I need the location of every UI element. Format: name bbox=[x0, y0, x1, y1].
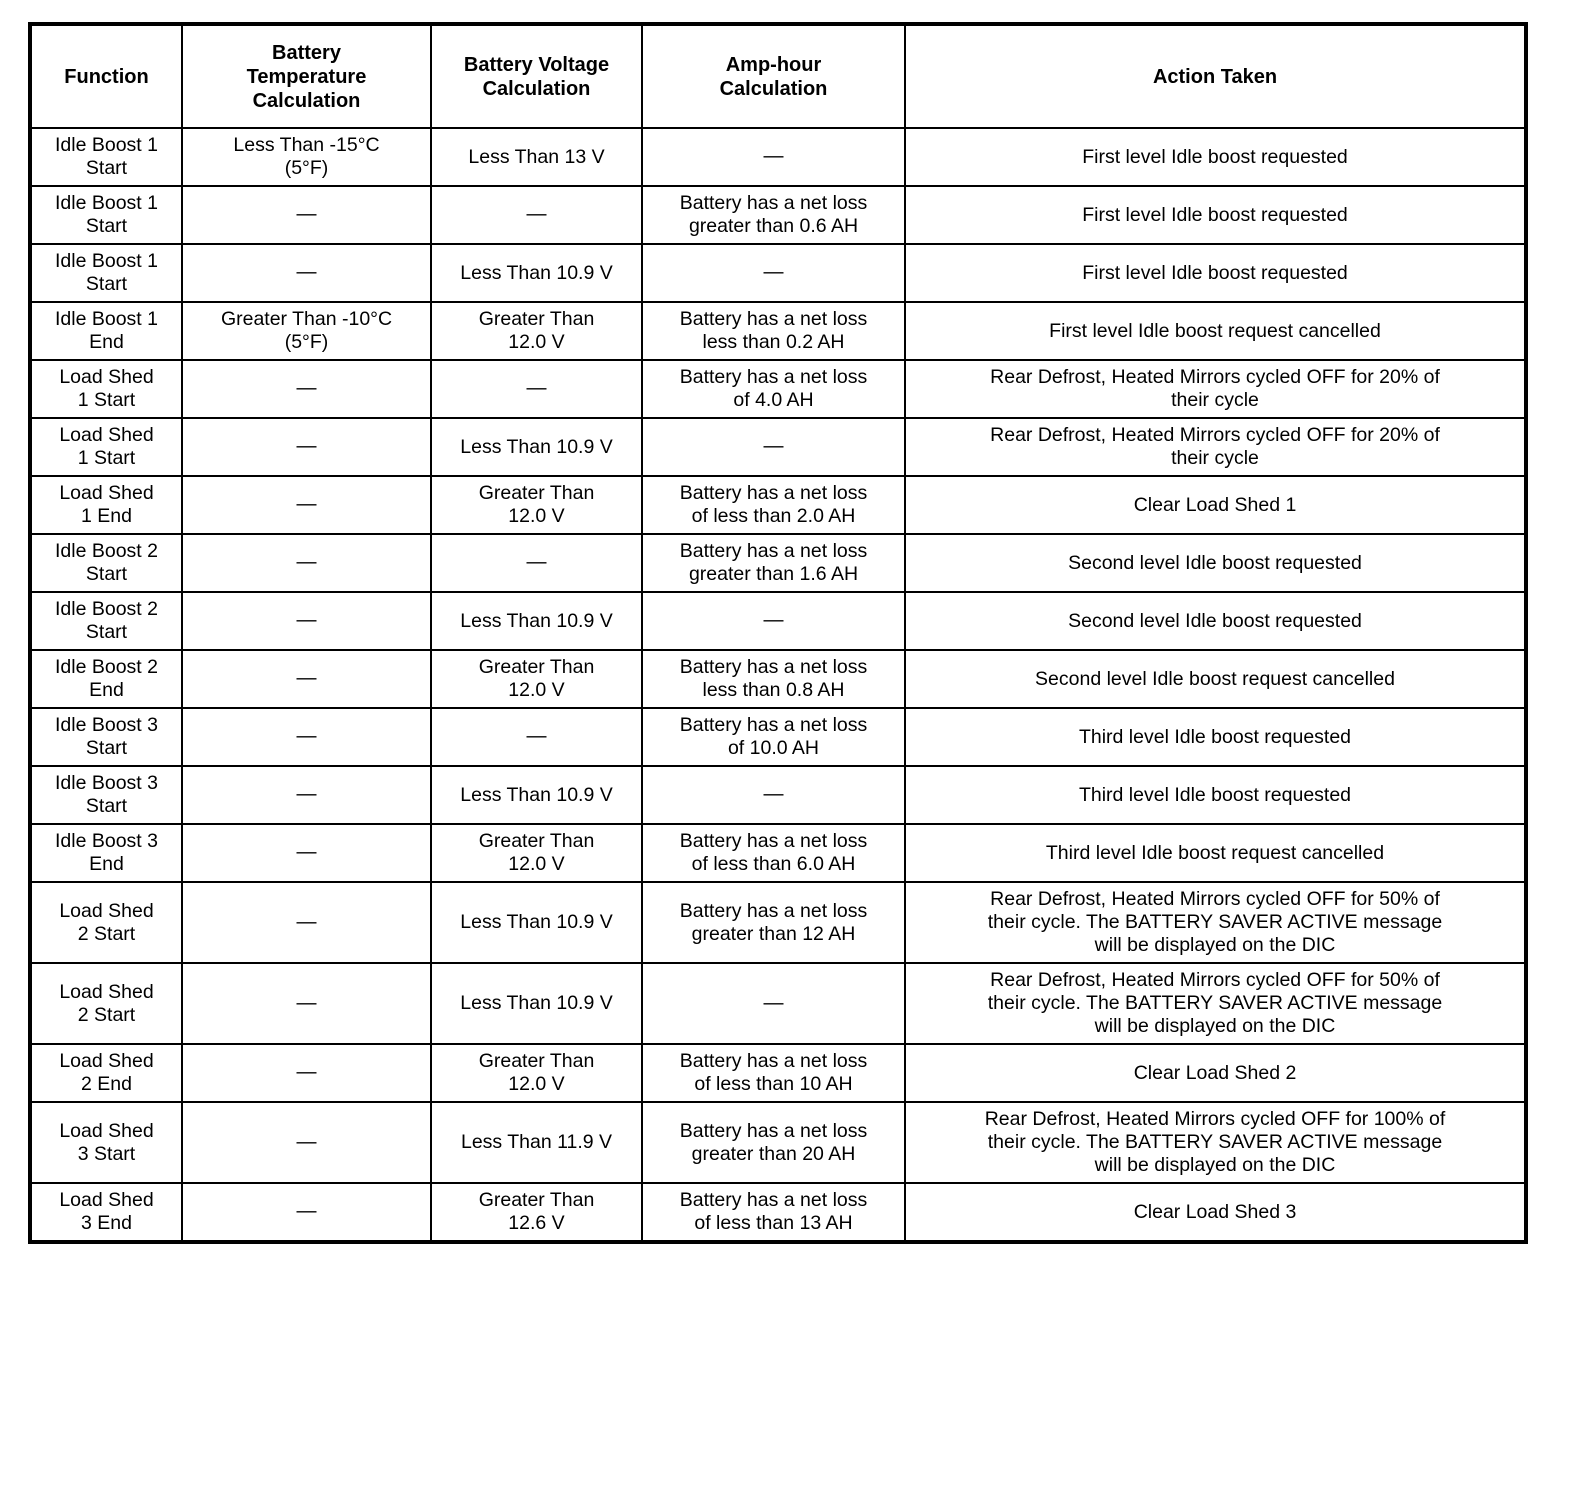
cell-battery-temperature bbox=[182, 534, 431, 592]
cell-amp-hour-line: of less than 2.0 AH bbox=[691, 505, 856, 527]
cell-function-line: Idle Boost 3 bbox=[55, 830, 158, 852]
cell-function bbox=[30, 244, 182, 302]
cell-function-line: Start bbox=[85, 737, 128, 759]
cell-amp-hour-line: — bbox=[763, 435, 784, 458]
cell-battery-voltage-line: — bbox=[526, 725, 547, 748]
cell-battery-temperature bbox=[182, 186, 431, 244]
cell-action-taken-line: Second level Idle boost request cancelled bbox=[1035, 667, 1395, 690]
cell-battery-voltage-line: Less Than 10.9 V bbox=[460, 992, 613, 1014]
column-header-amphour-line-2: Calculation bbox=[719, 77, 828, 100]
cell-action-taken-line: their cycle bbox=[1171, 389, 1259, 411]
table-row bbox=[30, 360, 1526, 418]
cell-amp-hour bbox=[642, 418, 905, 476]
cell-function bbox=[30, 882, 182, 963]
cell-battery-voltage-line: Less Than 11.9 V bbox=[460, 1131, 613, 1153]
cell-function bbox=[30, 360, 182, 418]
cell-action-taken-line: their cycle bbox=[1171, 447, 1259, 469]
cell-action-taken bbox=[905, 650, 1526, 708]
cell-function-line: 1 Start bbox=[77, 389, 136, 411]
cell-battery-temperature bbox=[182, 1044, 431, 1102]
cell-action-taken bbox=[905, 476, 1526, 534]
cell-battery-temperature bbox=[182, 963, 431, 1044]
cell-amp-hour-line: greater than 1.6 AH bbox=[688, 563, 859, 585]
cell-function-line: Load Shed bbox=[59, 1119, 154, 1142]
cell-action-taken-line: Third level Idle boost requested bbox=[1078, 725, 1352, 748]
cell-action-taken-line: Rear Defrost, Heated Mirrors cycled OFF for 20% of bbox=[990, 424, 1440, 446]
table-row bbox=[30, 650, 1526, 708]
cell-battery-temperature-line: — bbox=[296, 261, 317, 284]
cell-battery-temperature-line: Less Than -15°C bbox=[233, 134, 380, 156]
table-row bbox=[30, 534, 1526, 592]
cell-function-line: Idle Boost 1 bbox=[55, 308, 158, 330]
table-row bbox=[30, 128, 1526, 186]
table-header-row bbox=[30, 24, 1526, 128]
cell-amp-hour-line: — bbox=[763, 145, 784, 168]
cell-battery-temperature-line: — bbox=[296, 667, 317, 690]
cell-amp-hour-line: Battery has a net loss bbox=[679, 1189, 868, 1211]
cell-action-taken bbox=[905, 592, 1526, 650]
cell-battery-temperature bbox=[182, 418, 431, 476]
cell-action-taken bbox=[905, 1044, 1526, 1102]
cell-action-taken-line: Clear Load Shed 3 bbox=[1133, 1200, 1297, 1223]
cell-function-line: Idle Boost 3 bbox=[55, 772, 158, 794]
cell-function bbox=[30, 824, 182, 882]
cell-action-taken-line: Second level Idle boost requested bbox=[1068, 609, 1362, 632]
cell-battery-temperature bbox=[182, 244, 431, 302]
cell-battery-temperature-line: — bbox=[296, 493, 317, 516]
column-header-temperature-line-1: Battery bbox=[272, 41, 341, 64]
cell-function bbox=[30, 128, 182, 186]
table-header bbox=[30, 24, 1526, 128]
cell-battery-voltage bbox=[431, 766, 642, 824]
cell-amp-hour bbox=[642, 592, 905, 650]
cell-amp-hour-line: — bbox=[763, 783, 784, 806]
cell-battery-temperature-line: — bbox=[296, 725, 317, 748]
table-row bbox=[30, 766, 1526, 824]
cell-battery-temperature-line: (5°F) bbox=[284, 331, 329, 353]
cell-function-line: Idle Boost 2 bbox=[55, 540, 158, 562]
cell-battery-temperature bbox=[182, 708, 431, 766]
cell-battery-voltage-line: — bbox=[526, 203, 547, 226]
cell-function bbox=[30, 650, 182, 708]
cell-battery-voltage bbox=[431, 1183, 642, 1242]
cell-battery-temperature bbox=[182, 882, 431, 963]
table-row bbox=[30, 476, 1526, 534]
cell-battery-voltage-line: — bbox=[526, 551, 547, 574]
cell-battery-voltage bbox=[431, 1044, 642, 1102]
column-header-function-line-1: Function bbox=[64, 65, 149, 88]
cell-function-line: Idle Boost 2 bbox=[55, 656, 158, 678]
cell-function bbox=[30, 534, 182, 592]
column-header-action-line-1: Action Taken bbox=[1152, 65, 1278, 88]
cell-battery-voltage-line: Greater Than bbox=[478, 1189, 595, 1211]
cell-battery-voltage-line: 12.0 V bbox=[508, 331, 565, 353]
cell-action-taken bbox=[905, 963, 1526, 1044]
cell-amp-hour-line: Battery has a net loss bbox=[679, 540, 868, 562]
cell-amp-hour-line: of less than 13 AH bbox=[694, 1212, 853, 1234]
cell-function bbox=[30, 1183, 182, 1242]
cell-function bbox=[30, 708, 182, 766]
cell-function bbox=[30, 418, 182, 476]
cell-battery-voltage-line: Less Than 10.9 V bbox=[460, 609, 613, 632]
cell-battery-voltage bbox=[431, 534, 642, 592]
column-header-temperature-line-2: Temperature bbox=[246, 65, 367, 88]
cell-function bbox=[30, 186, 182, 244]
cell-function-line: Load Shed bbox=[59, 366, 154, 388]
cell-battery-temperature bbox=[182, 360, 431, 418]
cell-function-line: Start bbox=[85, 563, 128, 585]
cell-action-taken bbox=[905, 766, 1526, 824]
cell-action-taken-line: Third level Idle boost requested bbox=[1078, 783, 1352, 806]
cell-battery-voltage bbox=[431, 302, 642, 360]
cell-battery-temperature bbox=[182, 128, 431, 186]
cell-battery-voltage bbox=[431, 882, 642, 963]
cell-amp-hour-line: — bbox=[763, 261, 784, 284]
cell-battery-temperature bbox=[182, 1183, 431, 1242]
cell-battery-temperature-line: — bbox=[296, 1061, 317, 1084]
cell-action-taken-line: Clear Load Shed 2 bbox=[1133, 1061, 1297, 1084]
cell-action-taken-line: their cycle. The BATTERY SAVER ACTIVE message bbox=[987, 992, 1443, 1014]
cell-amp-hour bbox=[642, 534, 905, 592]
cell-battery-voltage-line: Less Than 10.9 V bbox=[460, 435, 613, 458]
cell-action-taken-line: Rear Defrost, Heated Mirrors cycled OFF for 50% of bbox=[990, 888, 1440, 910]
table-row bbox=[30, 1044, 1526, 1102]
cell-action-taken bbox=[905, 244, 1526, 302]
cell-amp-hour-line: — bbox=[763, 609, 784, 632]
cell-amp-hour bbox=[642, 708, 905, 766]
cell-function-line: 2 Start bbox=[77, 1003, 136, 1026]
cell-battery-temperature-line: — bbox=[296, 910, 317, 933]
cell-battery-temperature bbox=[182, 1102, 431, 1183]
cell-function-line: Start bbox=[85, 273, 128, 295]
table-row bbox=[30, 1183, 1526, 1242]
cell-battery-voltage bbox=[431, 476, 642, 534]
column-header-function bbox=[30, 24, 182, 128]
cell-action-taken-line: Third level Idle boost request cancelled bbox=[1045, 841, 1385, 864]
cell-battery-voltage-line: 12.0 V bbox=[508, 505, 565, 527]
cell-function-line: Start bbox=[85, 157, 128, 179]
cell-function-line: Idle Boost 3 bbox=[55, 714, 158, 736]
cell-function-line: End bbox=[89, 331, 124, 353]
cell-battery-voltage-line: 12.0 V bbox=[508, 679, 565, 701]
cell-battery-voltage bbox=[431, 418, 642, 476]
cell-battery-voltage-line: Greater Than bbox=[478, 1050, 595, 1072]
cell-battery-temperature bbox=[182, 650, 431, 708]
table-row bbox=[30, 963, 1526, 1044]
cell-amp-hour bbox=[642, 302, 905, 360]
cell-battery-temperature-line: — bbox=[296, 377, 317, 400]
cell-amp-hour-line: Battery has a net loss bbox=[679, 1050, 868, 1072]
cell-action-taken bbox=[905, 1183, 1526, 1242]
cell-amp-hour bbox=[642, 476, 905, 534]
cell-function-line: 1 Start bbox=[77, 447, 136, 469]
cell-battery-voltage-line: Greater Than bbox=[478, 830, 595, 852]
cell-amp-hour bbox=[642, 1044, 905, 1102]
cell-function-line: Idle Boost 1 bbox=[55, 192, 158, 214]
cell-function-line: 2 Start bbox=[77, 922, 136, 945]
cell-battery-voltage-line: 12.0 V bbox=[508, 853, 565, 875]
cell-amp-hour-line: Battery has a net loss bbox=[679, 656, 868, 678]
cell-function-line: 1 End bbox=[81, 505, 132, 527]
cell-function-line: Idle Boost 1 bbox=[55, 134, 158, 156]
cell-action-taken bbox=[905, 1102, 1526, 1183]
cell-battery-voltage bbox=[431, 650, 642, 708]
cell-battery-voltage bbox=[431, 708, 642, 766]
cell-battery-temperature-line: — bbox=[296, 609, 317, 632]
cell-battery-voltage-line: Greater Than bbox=[478, 308, 595, 330]
cell-action-taken-line: Second level Idle boost requested bbox=[1068, 551, 1362, 574]
cell-battery-voltage-line: Less Than 10.9 V bbox=[460, 783, 613, 806]
table-row bbox=[30, 244, 1526, 302]
cell-amp-hour bbox=[642, 1102, 905, 1183]
cell-function bbox=[30, 963, 182, 1044]
cell-battery-temperature-line: — bbox=[296, 783, 317, 806]
cell-battery-temperature-line: — bbox=[296, 1200, 317, 1223]
cell-action-taken-line: their cycle. The BATTERY SAVER ACTIVE message bbox=[987, 911, 1443, 933]
cell-amp-hour-line: greater than 0.6 AH bbox=[688, 215, 859, 237]
cell-action-taken-line: will be displayed on the DIC bbox=[1094, 1154, 1336, 1176]
cell-function-line: Load Shed bbox=[59, 424, 154, 446]
cell-action-taken bbox=[905, 186, 1526, 244]
cell-battery-temperature-line: (5°F) bbox=[284, 157, 329, 179]
cell-action-taken bbox=[905, 708, 1526, 766]
cell-battery-temperature-line: — bbox=[296, 841, 317, 864]
cell-action-taken-line: Rear Defrost, Heated Mirrors cycled OFF for 50% of bbox=[990, 969, 1440, 991]
cell-function-line: End bbox=[89, 853, 124, 875]
cell-amp-hour bbox=[642, 824, 905, 882]
column-header-action-taken bbox=[905, 24, 1526, 128]
cell-battery-temperature-line: — bbox=[296, 991, 317, 1014]
cell-amp-hour-line: of 10.0 AH bbox=[727, 737, 820, 759]
cell-battery-voltage-line: Greater Than bbox=[478, 656, 595, 678]
cell-battery-temperature-line: — bbox=[296, 1130, 317, 1153]
cell-action-taken bbox=[905, 824, 1526, 882]
cell-amp-hour-line: Battery has a net loss bbox=[679, 366, 868, 388]
cell-battery-temperature-line: — bbox=[296, 435, 317, 458]
cell-function bbox=[30, 302, 182, 360]
cell-amp-hour bbox=[642, 963, 905, 1044]
cell-battery-voltage-line: — bbox=[526, 377, 547, 400]
cell-function-line: 2 End bbox=[81, 1073, 132, 1095]
cell-action-taken-line: will be displayed on the DIC bbox=[1094, 1015, 1336, 1037]
cell-amp-hour-line: greater than 20 AH bbox=[691, 1142, 856, 1165]
cell-action-taken bbox=[905, 418, 1526, 476]
cell-function bbox=[30, 766, 182, 824]
cell-action-taken-line: will be displayed on the DIC bbox=[1094, 934, 1336, 956]
cell-action-taken-line: their cycle. The BATTERY SAVER ACTIVE message bbox=[987, 1131, 1443, 1153]
cell-function-line: Start bbox=[85, 215, 128, 237]
cell-action-taken-line: First level Idle boost requested bbox=[1082, 203, 1348, 226]
table-row bbox=[30, 882, 1526, 963]
cell-amp-hour-line: of less than 6.0 AH bbox=[691, 853, 856, 875]
cell-battery-voltage bbox=[431, 1102, 642, 1183]
column-header-battery-voltage-calculation bbox=[431, 24, 642, 128]
cell-amp-hour-line: greater than 12 AH bbox=[691, 922, 856, 945]
table-row bbox=[30, 302, 1526, 360]
cell-function bbox=[30, 476, 182, 534]
cell-function-line: Load Shed bbox=[59, 980, 154, 1003]
table-row bbox=[30, 418, 1526, 476]
table-row bbox=[30, 708, 1526, 766]
cell-action-taken-line: Rear Defrost, Heated Mirrors cycled OFF for 100% of bbox=[984, 1108, 1446, 1130]
table-row bbox=[30, 824, 1526, 882]
column-header-voltage-line-1: Battery Voltage bbox=[463, 53, 610, 76]
cell-function-line: End bbox=[89, 679, 124, 701]
cell-function-line: Load Shed bbox=[59, 1189, 154, 1211]
cell-action-taken bbox=[905, 534, 1526, 592]
table-row bbox=[30, 1102, 1526, 1183]
cell-action-taken-line: First level Idle boost requested bbox=[1082, 145, 1348, 168]
cell-battery-temperature-line: Greater Than -10°C bbox=[220, 308, 393, 330]
table-row bbox=[30, 592, 1526, 650]
column-header-amp-hour-calculation bbox=[642, 24, 905, 128]
cell-battery-voltage-line: Less Than 10.9 V bbox=[460, 261, 613, 284]
cell-function-line: 3 Start bbox=[77, 1142, 136, 1165]
cell-battery-temperature-line: — bbox=[296, 203, 317, 226]
cell-battery-voltage-line: Less Than 13 V bbox=[468, 145, 605, 168]
cell-battery-voltage bbox=[431, 963, 642, 1044]
cell-action-taken bbox=[905, 302, 1526, 360]
cell-amp-hour-line: Battery has a net loss bbox=[679, 192, 868, 214]
battery-management-table bbox=[28, 22, 1528, 1244]
cell-action-taken bbox=[905, 882, 1526, 963]
column-header-temperature-line-3: Calculation bbox=[252, 89, 361, 112]
cell-battery-voltage-line: 12.0 V bbox=[508, 1073, 565, 1095]
cell-action-taken-line: Rear Defrost, Heated Mirrors cycled OFF for 20% of bbox=[990, 366, 1440, 388]
cell-function-line: Start bbox=[85, 621, 128, 643]
cell-amp-hour-line: Battery has a net loss bbox=[679, 1119, 868, 1142]
cell-battery-temperature bbox=[182, 766, 431, 824]
table-body bbox=[30, 128, 1526, 1242]
cell-battery-voltage bbox=[431, 592, 642, 650]
cell-action-taken bbox=[905, 128, 1526, 186]
cell-amp-hour-line: less than 0.8 AH bbox=[702, 679, 845, 701]
cell-amp-hour-line: Battery has a net loss bbox=[679, 830, 868, 852]
cell-battery-temperature bbox=[182, 824, 431, 882]
cell-battery-voltage bbox=[431, 824, 642, 882]
cell-battery-voltage-line: Less Than 10.9 V bbox=[460, 911, 613, 933]
cell-amp-hour-line: of 4.0 AH bbox=[733, 389, 814, 411]
cell-amp-hour bbox=[642, 650, 905, 708]
cell-amp-hour-line: — bbox=[763, 991, 784, 1014]
table-row bbox=[30, 186, 1526, 244]
cell-amp-hour bbox=[642, 882, 905, 963]
cell-battery-voltage-line: 12.6 V bbox=[508, 1212, 565, 1234]
cell-amp-hour-line: Battery has a net loss bbox=[679, 899, 868, 922]
cell-function bbox=[30, 592, 182, 650]
cell-battery-voltage bbox=[431, 186, 642, 244]
column-header-voltage-line-2: Calculation bbox=[482, 77, 591, 100]
cell-function bbox=[30, 1102, 182, 1183]
cell-function-line: Load Shed bbox=[59, 899, 154, 922]
cell-amp-hour bbox=[642, 360, 905, 418]
cell-battery-voltage bbox=[431, 244, 642, 302]
cell-amp-hour bbox=[642, 186, 905, 244]
cell-battery-temperature bbox=[182, 592, 431, 650]
cell-battery-voltage bbox=[431, 360, 642, 418]
cell-amp-hour bbox=[642, 1183, 905, 1242]
cell-amp-hour-line: of less than 10 AH bbox=[694, 1073, 853, 1095]
cell-action-taken-line: Clear Load Shed 1 bbox=[1133, 493, 1297, 516]
cell-action-taken-line: First level Idle boost request cancelled bbox=[1049, 319, 1381, 342]
cell-amp-hour bbox=[642, 128, 905, 186]
cell-battery-temperature bbox=[182, 302, 431, 360]
cell-function-line: 3 End bbox=[81, 1212, 132, 1234]
cell-amp-hour-line: less than 0.2 AH bbox=[702, 331, 845, 353]
column-header-battery-temperature-calculation bbox=[182, 24, 431, 128]
cell-function-line: Load Shed bbox=[59, 1050, 154, 1072]
cell-action-taken bbox=[905, 360, 1526, 418]
cell-function-line: Load Shed bbox=[59, 482, 154, 504]
cell-battery-temperature bbox=[182, 476, 431, 534]
cell-function bbox=[30, 1044, 182, 1102]
cell-battery-temperature-line: — bbox=[296, 551, 317, 574]
column-header-amphour-line-1: Amp-hour bbox=[725, 53, 822, 76]
cell-amp-hour-line: Battery has a net loss bbox=[679, 714, 868, 736]
cell-amp-hour-line: Battery has a net loss bbox=[679, 308, 868, 330]
cell-battery-voltage bbox=[431, 128, 642, 186]
cell-amp-hour bbox=[642, 766, 905, 824]
cell-function-line: Idle Boost 1 bbox=[55, 250, 158, 272]
cell-amp-hour-line: Battery has a net loss bbox=[679, 482, 868, 504]
cell-amp-hour bbox=[642, 244, 905, 302]
cell-battery-voltage-line: Greater Than bbox=[478, 482, 595, 504]
cell-function-line: Start bbox=[85, 795, 128, 817]
cell-action-taken-line: First level Idle boost requested bbox=[1082, 261, 1348, 284]
cell-function-line: Idle Boost 2 bbox=[55, 598, 158, 620]
